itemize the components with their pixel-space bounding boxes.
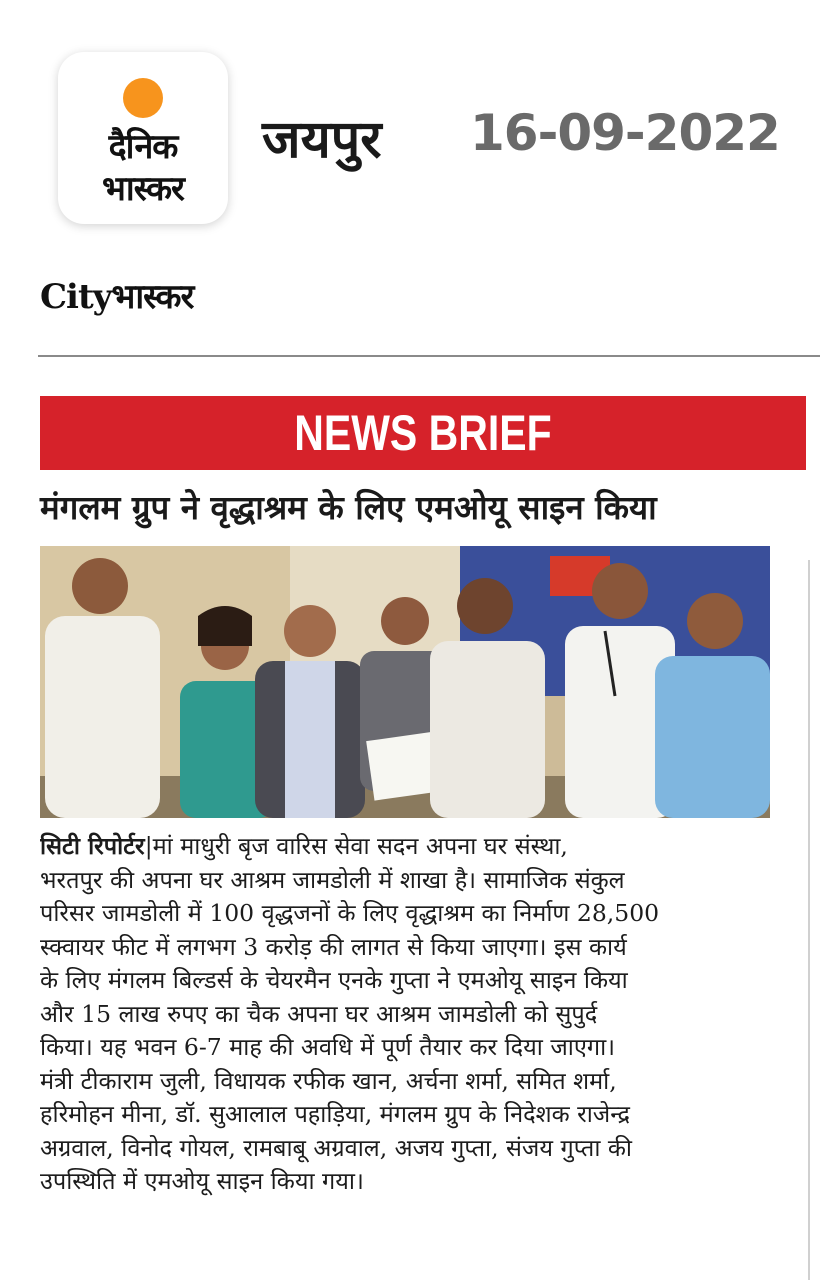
sun-icon	[123, 78, 163, 118]
banner-label: NEWS BRIEF	[294, 405, 552, 461]
news-brief-banner	[40, 396, 806, 470]
article-line: उपस्थिति में एमओयू साइन किया गया।	[40, 1167, 364, 1195]
article-line: भरतपुर की अपना घर आश्रम जामडोली में शाखा है। सामाजिक संकुल	[40, 865, 625, 894]
logo-text-line2: भास्कर	[102, 169, 184, 209]
section-divider	[38, 355, 820, 357]
article-line: परिसर जामडोली में 100 वृद्धजनों के लिए वृद्धाश्रम का निर्माण 28,500	[40, 899, 660, 927]
group-photo-illustration	[40, 546, 770, 818]
article-line: के लिए मंगलम बिल्डर्स के चेयरमैन एनके गुप्ता ने एमओयू साइन किया	[40, 966, 628, 994]
page-edge-divider	[808, 560, 810, 1280]
article-line: स्क्वायर फीट में लगभग 3 करोड़ की लागत से किया जाएगा। इस कार्य	[40, 932, 627, 961]
edition-city: जयपुर	[262, 110, 382, 170]
article-line: मंत्री टीकाराम जुली, विधायक रफीक खान, अर्चना शर्मा, समित शर्मा,	[40, 1066, 617, 1095]
dainik-bhaskar-logo	[58, 52, 228, 224]
article-photo	[40, 546, 770, 818]
article-body	[40, 830, 774, 1199]
logo-text-line1: दैनिक	[108, 127, 178, 167]
article-line	[40, 830, 774, 864]
article-line: और 15 लाख रुपए का चैक अपना घर आश्रम जामडोली को सुपुर्द	[40, 999, 598, 1028]
article-line: अग्रवाल, विनोद गोयल, रामबाबू अग्रवाल, अजय गुप्ता, संजय गुप्ता की	[40, 1133, 633, 1162]
article-line: हरिमोहन मीना, डॉ. सुआलाल पहाड़िया, मंगलम ग्रुप के निदेशक राजेन्द्र	[40, 1100, 630, 1128]
article-headline: मंगलम ग्रुप ने वृद्धाश्रम के लिए एमओयू साइन किया	[40, 488, 657, 527]
article-line-text: |मां माधुरी बृज वारिस सेवा सदन अपना घर संस्था,	[144, 832, 568, 860]
article-byline: सिटी रिपोर्टर	[40, 832, 145, 860]
article-line: किया। यह भवन 6-7 माह की अवधि में पूर्ण तैयार कर दिया जाएगा।	[40, 1033, 616, 1061]
section-logo: Cityभास्कर	[40, 277, 194, 317]
edition-date: 16-09-2022	[470, 104, 780, 162]
